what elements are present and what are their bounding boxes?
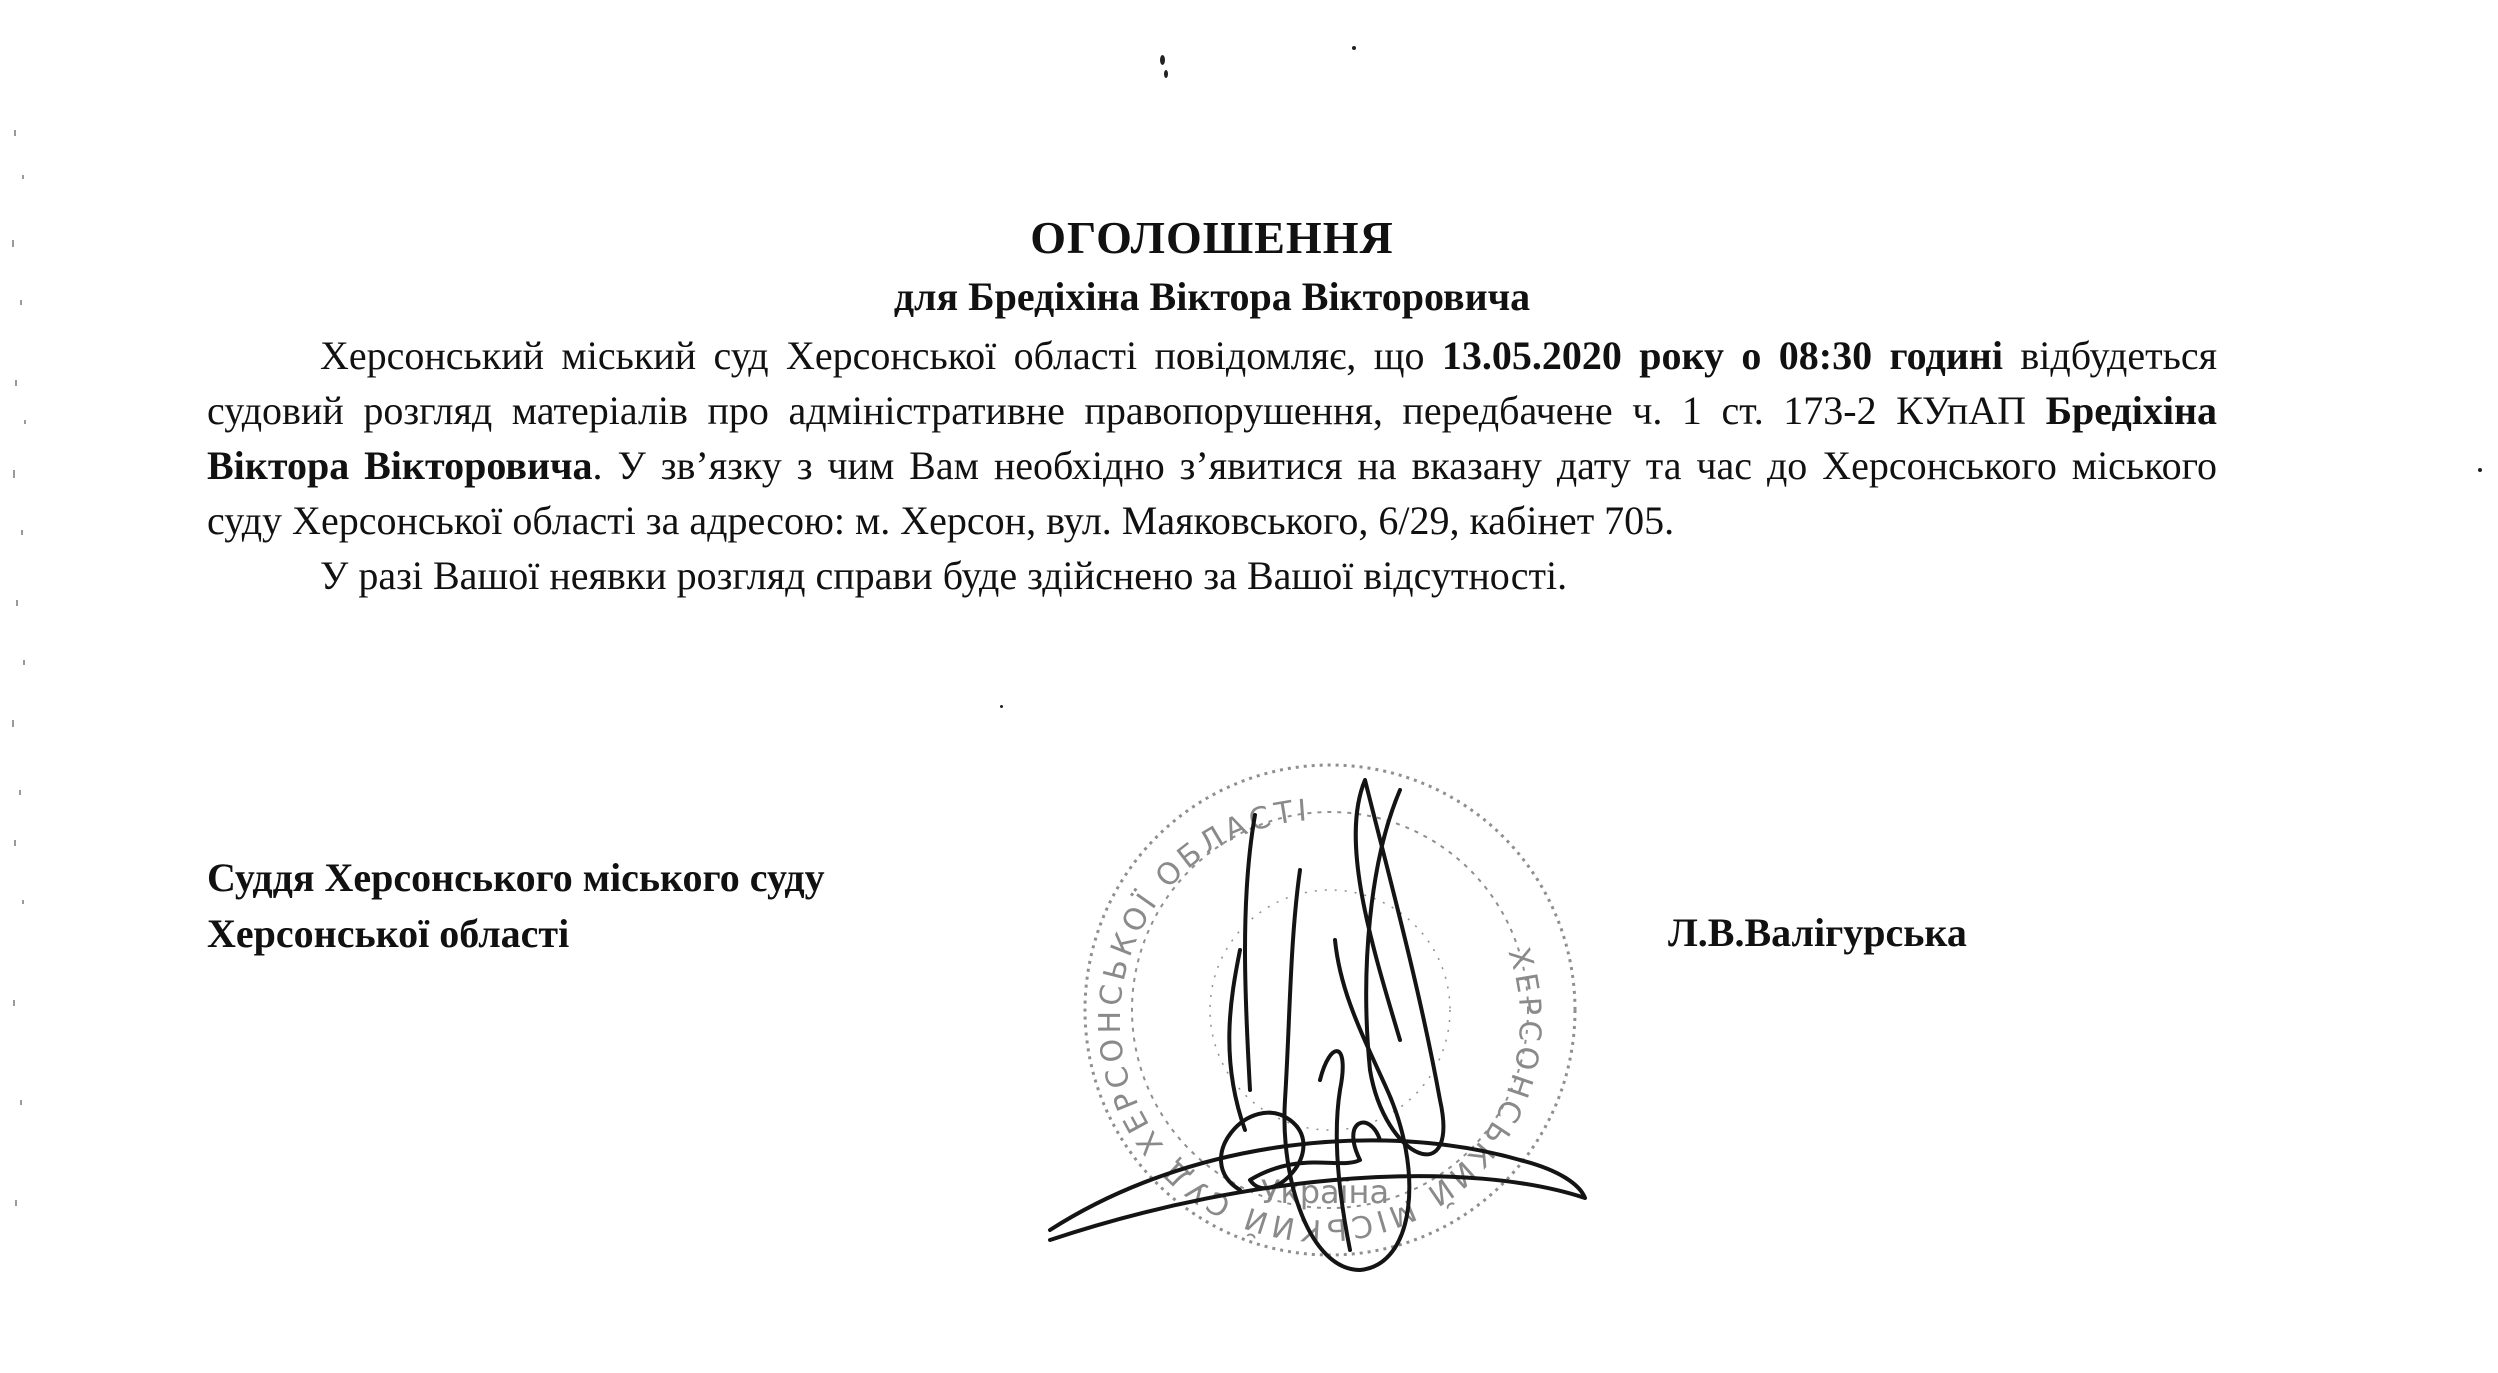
notice-subtitle: для Бредіхіна Віктора Вікторовича [893,274,1531,319]
scan-speck [1352,46,1356,50]
court-stamp-and-signature [1040,740,1600,1300]
scan-speck [2478,468,2482,472]
hearing-datetime: 13.05.2020 року о 08:30 годині [1441,333,2003,378]
notice-body [207,328,2217,603]
judge-position-line: Суддя Херсонського міського суду [207,855,825,900]
notice-paragraph-1 [207,328,2217,548]
judge-name: Л.В.Валігурська [1668,910,1967,955]
paragraph-text: . У зв’язку з чим Вам необхідно з’явитися на вказану дату та час до Херсонського міського суду Херсонської області за адресою: м. Херсон, вул. Маяковського, 6/29, кабінет 705. [207,443,2217,543]
svg-text:ХЕРСОНСЬКИЙ МІСЬКИЙ СУД ХЕРСОН: ХЕРСОНСЬКИЙ МІСЬКИЙ СУД ХЕРСОНСЬКОЇ ОБЛАСТІ [1092,793,1548,1248]
judge-position [207,850,825,962]
svg-text:Україна: Україна [1260,1173,1390,1211]
notice-title: ОГОЛОШЕННЯ [1030,212,1394,263]
scan-speck [1160,55,1165,65]
defendant-name: Бредіхіна Віктора Вікторовича [207,388,2217,488]
scan-speck [1164,70,1168,78]
paragraph-text: Херсонський міський суд Херсонської області повідомляє, що [320,333,1442,378]
judge-position-line: Херсонської області [207,911,570,956]
scan-speck [1000,705,1003,708]
scan-edge-noise [0,0,40,1373]
paragraph-text: відбудеться судовий розгляд матеріалів про адміністративне правопорушення, передбачене ч. 1 ст. 173-2 КУпАП [207,333,2218,433]
notice-paragraph-2: У разі Вашої неявки розгляд справи буде здійснено за Вашої відсутності. [320,553,1568,598]
